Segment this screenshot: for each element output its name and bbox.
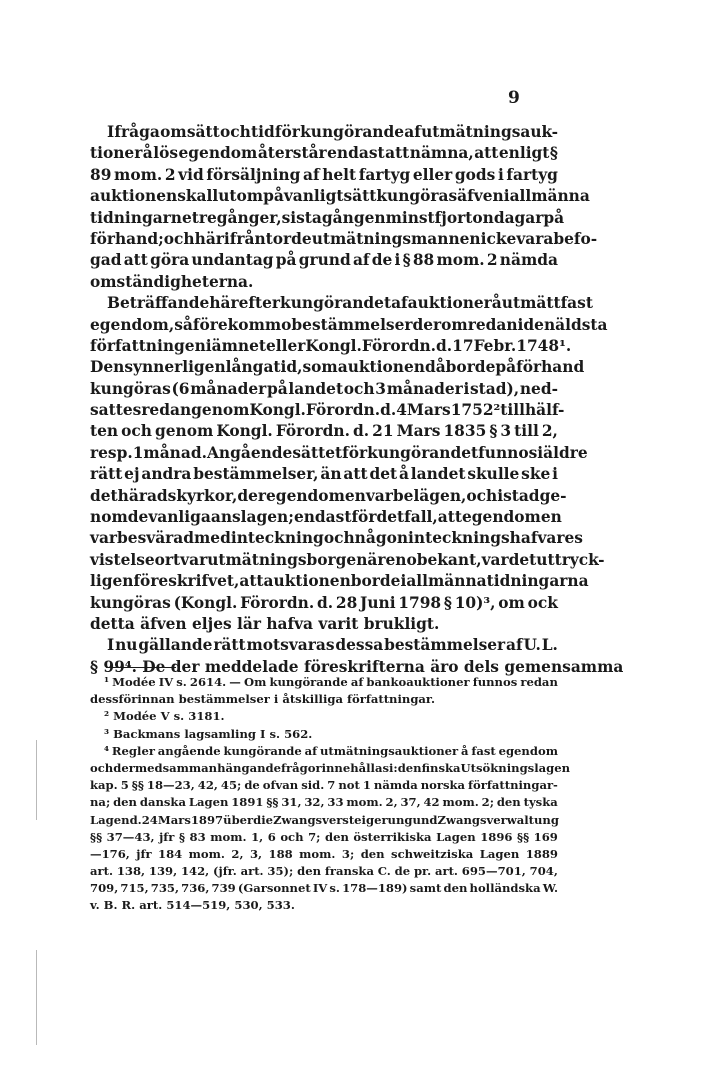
body-text xyxy=(90,122,624,678)
footnote-line: Lagen d. 24 Mars 1897 über die Zwangsversteigerung und Zwangsverwaltung xyxy=(90,812,559,827)
footnote-separator xyxy=(106,667,176,668)
footnote-line: ⁴ Regler angående kungörande af utmätningsauktioner å fast egendom xyxy=(104,743,558,758)
footnote-line: na; den danska Lagen 1891 §§ 31, 32, 33 mom. 2, 37, 42 mom. 2; den tyska xyxy=(90,795,558,810)
footnote-line: —176, jfr 184 mom. 2, 3, 188 mom. 3; den schweitziska Lagen 1889 xyxy=(90,846,558,861)
text-line: Den synnerligen långa tid, som auktionen då borde på förhand xyxy=(90,358,585,377)
footnotes xyxy=(90,674,571,915)
text-line: kungöras (6 månader på landet och 3 månader i stad), ned- xyxy=(90,379,558,398)
footnote-line: ² Modée V s. 3181. xyxy=(104,709,225,724)
text-line: tidningarne tre gånger, sista gången minst fjorton dagar på xyxy=(90,208,565,227)
footnote-line: ³ Backmans lagsamling I s. 562. xyxy=(104,726,313,741)
text-line: auktionen skall utom på vanligt sätt kungöras äfven i allmänna xyxy=(90,187,590,206)
footnote-line: §§ 37—43, jfr § 83 mom. 1, 6 och 7; den österrikiska Lagen 1896 §§ 169 xyxy=(90,829,558,844)
footnote-line: ¹ Modée IV s. 2614. — Om kungörande af bankoauktioner funnos redan xyxy=(104,675,558,689)
text-line: vistelseort var utmätningsborgenären obekant, var det uttryck- xyxy=(90,550,605,569)
margin-mark xyxy=(36,950,37,1045)
footnote-line: v. B. R. art. 514—519, 530, 533. xyxy=(90,898,295,913)
text-line: tioner å lös egendom återstår endast att nämna, att enligt § xyxy=(90,144,558,163)
footnote-line: dessförinnan bestämmelser i åtskilliga författningar. xyxy=(90,692,436,707)
text-line: kungöras (Kongl. Förordn. d. 28 Juni 1798 § 10)³, om ock xyxy=(90,593,558,612)
text-line: nom de vanliga anslagen; endast för det fall, att egendomen xyxy=(90,508,562,527)
text-line: 89 mom. 2 vid försäljning af helt fartyg eller gods i fartyg xyxy=(90,165,558,184)
text-line: I nu gällande rätt motsvaras dessa bestämmelser af U. L. xyxy=(107,636,558,655)
footnote-line: kap. 5 §§ 18—23, 42, 45; de ofvan sid. 7 not 1 nämda norska författningar- xyxy=(90,778,558,793)
text-line: resp. 1 månad. Angående sättet för kungörandet funnos i äldre xyxy=(90,443,588,462)
footnote-line: art. 138, 139, 142, (jfr. art. 35); den franska C. de pr. art. 695—701, 704, xyxy=(90,864,558,879)
text-line: sattes redan genom Kongl. Förordn. d. 4 Mars 1752² till hälf- xyxy=(90,401,565,420)
text-line: egendom, så förekommo bestämmelser derom redan i den äldsta xyxy=(90,315,608,334)
text-line: författningen i ämnet eller Kongl. Förordn. d. 17 Febr. 1748¹. xyxy=(90,336,572,355)
text-line: förhand; och härifrån torde utmätningsmannen icke vara befo- xyxy=(90,229,598,248)
footnote-line: 709, 715, 735, 736, 739 (Garsonnet IV s. 178—189) samt den holländska W. xyxy=(90,881,558,896)
text-line: gad att göra undantag på grund af de i § 88 mom. 2 nämda xyxy=(90,251,558,270)
text-line: detta äfven eljes lär hafva varit brukligt. xyxy=(90,614,440,633)
text-line: ligen föreskrifvet, att auktionen borde i allmänna tidningarna xyxy=(90,572,589,591)
text-line: I fråga om sätt och tid för kungörande af utmätningsauk- xyxy=(107,123,558,141)
text-line: Beträffande härefter kungörandet af auktioner å utmätt fast xyxy=(107,294,593,313)
text-line: rätt ej andra bestämmelser, än att det å landet skulle ske i xyxy=(90,465,558,484)
page-number: 9 xyxy=(508,88,520,108)
text-line: § 99⁴. De der meddelade föreskrifterna äro dels gemensamma xyxy=(90,657,624,676)
text-line: var besvärad med inteckning och någon inteckningshafvares xyxy=(90,529,583,548)
margin-mark xyxy=(36,740,37,820)
text-line: ten och genom Kongl. Förordn. d. 21 Mars 1835 § 3 till 2, xyxy=(90,422,558,441)
text-line: det härads kyrkor, der egendomen var belägen, och i stad ge- xyxy=(90,486,567,505)
footnote-line: och dermed sammanhängande frågor innehållas i: den finska Utsökningslagen xyxy=(90,760,571,775)
text-line: omständigheterna. xyxy=(90,272,254,291)
